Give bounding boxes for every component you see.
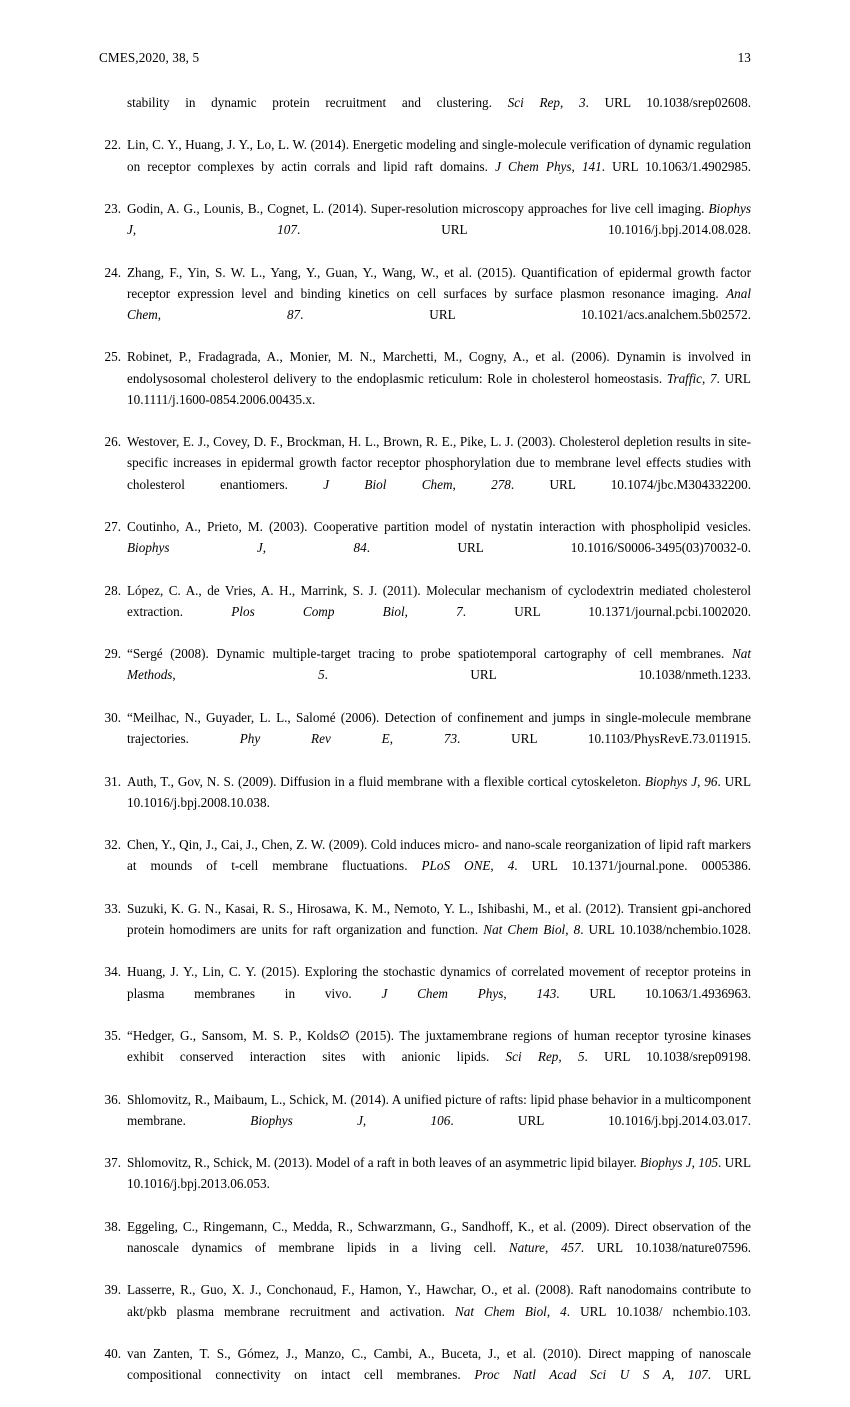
reference-volume: 278 — [491, 476, 511, 492]
reference-volume: 5 — [577, 1049, 585, 1065]
reference-journal: Biophys J — [127, 201, 751, 238]
reference-journal: Sci Rep — [505, 1049, 559, 1065]
running-header-journal: CMES,2020, 38, 5 — [99, 50, 200, 65]
reference-entry — [99, 643, 751, 707]
continued-reference-separator: , — [560, 95, 580, 110]
reference-journal: Biophys J — [644, 773, 698, 789]
reference-doi: . URL 10.1021/acs.analchem.5b02572. — [300, 307, 751, 323]
reference-volume: 143 — [536, 985, 557, 1001]
reference-doi: . URL 10.1063/1.4902985. — [601, 158, 751, 174]
reference-text: López, C. A., de Vries, A. H., Marrink, S. J. (2011). Molecular mechanism of cyclodextrin mediated cholesterol extraction. — [127, 582, 751, 619]
reference-entry — [99, 834, 751, 898]
reference-doi: . URL 10.1038/nature07596. — [580, 1239, 752, 1255]
reference-journal: Biophys J — [127, 540, 263, 556]
reference-text: Godin, A. G., Lounis, B., Cognet, L. (2014). Super-resolution microscopy approaches for live cell imaging. — [127, 201, 709, 217]
reference-separator: , — [404, 603, 457, 619]
reference-entry — [99, 1279, 751, 1343]
reference-doi: . URL 10.1016/j.bpj.2008.10.038. — [127, 773, 752, 810]
reference-journal: J Chem Phys — [381, 985, 504, 1001]
reference-doi: . URL 10.1016/j.bpj.2014.03.017. — [450, 1112, 751, 1128]
reference-text: Coutinho, A., Prieto, M. (2003). Cooperative partition model of nystatin interaction with phospholipid vesicles. — [127, 519, 751, 535]
continued-reference-tail: . URL 10.1038/srep02608. — [585, 95, 751, 110]
reference-doi: . URL 10.1016/j.bpj.2013.06.053. — [127, 1155, 752, 1192]
reference-text: Robinet, P., Fradagrada, A., Monier, M. N., Marchetti, M., Cogny, A., et al. (2006). Dynamin is involved in endolysosomal cholesterol delivery to the endoplasmic reticulum: Role in cholesterol homeostasis. — [127, 349, 751, 386]
reference-separator: , — [172, 667, 319, 683]
reference-entry — [99, 516, 751, 580]
reference-number: 25. — [104, 349, 121, 365]
reference-separator: , — [503, 985, 537, 1001]
reference-entry — [99, 707, 751, 771]
reference-number: 33. — [104, 900, 121, 916]
reference-number: 24. — [104, 264, 121, 280]
reference-entry — [99, 198, 751, 262]
reference-number: 36. — [104, 1091, 121, 1107]
reference-entry — [99, 262, 751, 347]
reference-doi: . URL 10.1038/nmeth.1233. — [324, 667, 752, 683]
reference-volume: 107 — [277, 222, 297, 238]
reference-volume: 73 — [443, 731, 458, 747]
reference-journal: Plos Comp Biol — [231, 603, 405, 619]
reference-doi: . URL 10.1111/j.1600-0854.2006.00435.x. — [127, 370, 751, 407]
reference-separator: , — [389, 731, 444, 747]
reference-journal: Proc Natl Acad Sci U S A — [474, 1367, 671, 1383]
reference-entry — [99, 961, 751, 1025]
reference-text: Huang, J. Y., Lin, C. Y. (2015). Exploring the stochastic dynamics of correlated movement of receptor proteins in plasma membranes in vivo. — [127, 964, 751, 1001]
reference-separator: , — [702, 370, 711, 386]
reference-separator: , — [262, 540, 354, 556]
reference-separator: , — [565, 921, 574, 937]
reference-separator: , — [452, 476, 492, 492]
reference-number: 39. — [104, 1282, 121, 1298]
reference-separator: , — [697, 773, 705, 789]
reference-entry — [99, 1025, 751, 1089]
reference-text: Shlomovitz, R., Maibaum, L., Schick, M. (2014). A unified picture of rafts: lipid phase behavior in a multicomponent membrane. — [127, 1091, 751, 1128]
reference-separator: , — [490, 858, 508, 874]
reference-text: Zhang, F., Yin, S. W. L., Yang, Y., Guan, Y., Wang, W., et al. (2015). Quantification of epidermal growth factor receptor expression level and binding kinetics on cell surfaces by surface plasmon resonance imaging. — [127, 264, 751, 301]
reference-doi: . URL — [707, 1367, 751, 1383]
reference-volume: 4 — [507, 858, 515, 874]
reference-journal: Biophys J — [250, 1112, 363, 1128]
reference-entry — [99, 1343, 751, 1407]
reference-journal: Phy Rev E — [239, 731, 390, 747]
reference-volume: 96 — [704, 773, 718, 789]
reference-separator: , — [571, 158, 582, 174]
reference-entry — [99, 134, 751, 198]
reference-list — [99, 92, 751, 1407]
reference-journal: Nat Methods — [127, 646, 751, 683]
reference-number: 38. — [104, 1218, 121, 1234]
reference-doi: . URL 10.1103/PhysRevE.73.011915. — [457, 731, 752, 747]
reference-volume: 106 — [430, 1112, 451, 1128]
reference-text: Lin, C. Y., Huang, J. Y., Lo, L. W. (2014). Energetic modeling and single-molecule verification of dynamic regulation on receptor complexes by actin corrals and lipid raft domains. — [127, 137, 751, 174]
reference-entry — [99, 431, 751, 516]
continued-reference-journal: Sci Rep — [507, 95, 560, 110]
reference-number: 26. — [104, 434, 121, 450]
reference-journal: Nat Chem Biol — [483, 921, 566, 937]
reference-doi: . URL 10.1016/S0006-3495(03)70032-0. — [366, 540, 752, 556]
reference-entry — [99, 771, 751, 835]
reference-doi: . URL 10.1371/journal.pcbi.1002020. — [462, 603, 752, 619]
reference-journal: Nat Chem Biol — [454, 1303, 547, 1319]
reference-entry — [99, 1152, 751, 1216]
reference-number: 31. — [104, 773, 121, 789]
reference-number: 23. — [104, 201, 121, 217]
reference-number: 34. — [104, 964, 121, 980]
reference-journal: Anal Chem — [127, 285, 751, 323]
reference-volume: 8 — [573, 921, 581, 937]
reference-volume: 7 — [710, 370, 717, 386]
reference-number: 35. — [104, 1027, 121, 1043]
reference-journal: Nature — [508, 1239, 545, 1255]
page-number: 13 — [737, 50, 751, 65]
reference-doi: . URL 10.1016/j.bpj.2014.08.028. — [296, 222, 751, 238]
reference-number: 37. — [104, 1155, 121, 1171]
reference-volume: 4 — [560, 1303, 567, 1319]
continued-reference-volume: 3 — [579, 95, 586, 110]
reference-text: Lasserre, R., Guo, X. J., Conchonaud, F., Hamon, Y., Hawchar, O., et al. (2008). Raft nanodomains contribute to akt/pkb plasma membrane recruitment and activation. — [127, 1282, 751, 1319]
reference-text: “Meilhac, N., Guyader, L. L., Salomé (2006). Detection of confinement and jumps in single-molecule membrane trajectories. — [127, 709, 751, 747]
reference-separator: , — [691, 1155, 699, 1171]
reference-volume: 5 — [318, 667, 325, 683]
reference-entry — [99, 346, 751, 431]
reference-separator: , — [670, 1367, 688, 1383]
reference-text: Suzuki, K. G. N., Kasai, R. S., Hirosawa, K. M., Nemoto, Y. L., Ishibashi, M., et al. (2012). Transient gpi-anchored protein homodimers are units for raft organization and function. — [127, 900, 751, 937]
reference-number: 30. — [104, 709, 121, 725]
reference-volume: 457 — [560, 1239, 581, 1255]
reference-text: “Sergé (2008). Dynamic multiple-target tracing to probe spatiotemporal cartography of cell membranes. — [127, 646, 732, 662]
reference-volume: 87 — [286, 307, 301, 323]
reference-volume: 84 — [353, 540, 367, 556]
continued-reference — [127, 92, 751, 134]
reference-journal: J Chem Phys — [495, 158, 572, 174]
reference-text: Shlomovitz, R., Schick, M. (2013). Model of a raft in both leaves of an asymmetric lipid bilayer. — [127, 1155, 640, 1171]
reference-separator: , — [546, 1303, 561, 1319]
reference-text: van Zanten, T. S., Gómez, J., Manzo, C., Cambi, A., Buceta, J., et al. (2010). Direct mapping of nanoscale compositional connectivity on intact cell membranes. — [127, 1345, 751, 1383]
reference-text: Westover, E. J., Covey, D. F., Brockman, H. L., Brown, R. E., Pike, L. J. (2003). Cholesterol depletion results in site-specific increases in epidermal growth factor receptor phosphorylation due to membrane level effects studies with cholesterol enantiomers. — [127, 434, 751, 492]
reference-entry — [99, 580, 751, 644]
reference-entry — [99, 1089, 751, 1153]
reference-text: Chen, Y., Qin, J., Cai, J., Chen, Z. W. (2009). Cold induces micro- and nano-scale reorganization of lipid raft markers at mounds of t-cell membrane fluctuations. — [127, 837, 751, 874]
reference-journal: Biophys J — [639, 1155, 692, 1171]
running-header — [99, 50, 751, 66]
reference-doi: . URL 10.1074/jbc.M304332200. — [510, 476, 752, 492]
reference-number: 27. — [104, 519, 121, 535]
reference-number: 32. — [104, 837, 121, 853]
reference-entry — [99, 898, 751, 962]
reference-doi: . URL 10.1038/ nchembio.103. — [566, 1303, 751, 1319]
reference-number: 22. — [104, 137, 121, 153]
numbered-references — [99, 134, 751, 1406]
reference-volume: 107 — [687, 1367, 708, 1383]
reference-doi: . URL 10.1038/nchembio.1028. — [580, 921, 751, 937]
reference-number: 28. — [104, 582, 121, 598]
reference-volume: 105 — [698, 1155, 719, 1171]
reference-text: Auth, T., Gov, N. S. (2009). Diffusion in a fluid membrane with a flexible cortical cytoskeleton. — [127, 773, 645, 789]
reference-journal: Traffic — [666, 370, 703, 386]
reference-journal: J Biol Chem — [323, 476, 453, 492]
reference-volume: 141 — [581, 158, 602, 174]
reference-number: 29. — [104, 646, 121, 662]
reference-doi: . URL 10.1038/srep09198. — [584, 1049, 751, 1065]
reference-doi: . URL 10.1063/1.4936963. — [556, 985, 751, 1001]
reference-number: 40. — [104, 1345, 121, 1361]
reference-separator: , — [558, 1049, 578, 1065]
reference-separator: , — [362, 1112, 431, 1128]
reference-separator: , — [544, 1239, 561, 1255]
reference-doi: . URL 10.1371/journal.pone. 0005386. — [514, 858, 751, 874]
reference-separator: , — [132, 222, 278, 238]
reference-separator: , — [157, 307, 287, 323]
reference-volume: 7 — [456, 603, 463, 619]
continued-reference-text: stability in dynamic protein recruitment and clustering. — [127, 95, 508, 110]
reference-journal: PLoS ONE — [421, 858, 491, 874]
reference-text: “Hedger, G., Sansom, M. S. P., Kolds∅ (2015). The juxtamembrane regions of human receptor tyrosine kinases exhibit conserved interaction sites with anionic lipids. — [127, 1027, 751, 1065]
reference-text: Eggeling, C., Ringemann, C., Medda, R., Schwarzmann, G., Sandhoff, K., et al. (2009). Direct observation of the nanoscale dynamics of membrane lipids in a living cell. — [127, 1218, 751, 1255]
reference-entry — [99, 1216, 751, 1280]
